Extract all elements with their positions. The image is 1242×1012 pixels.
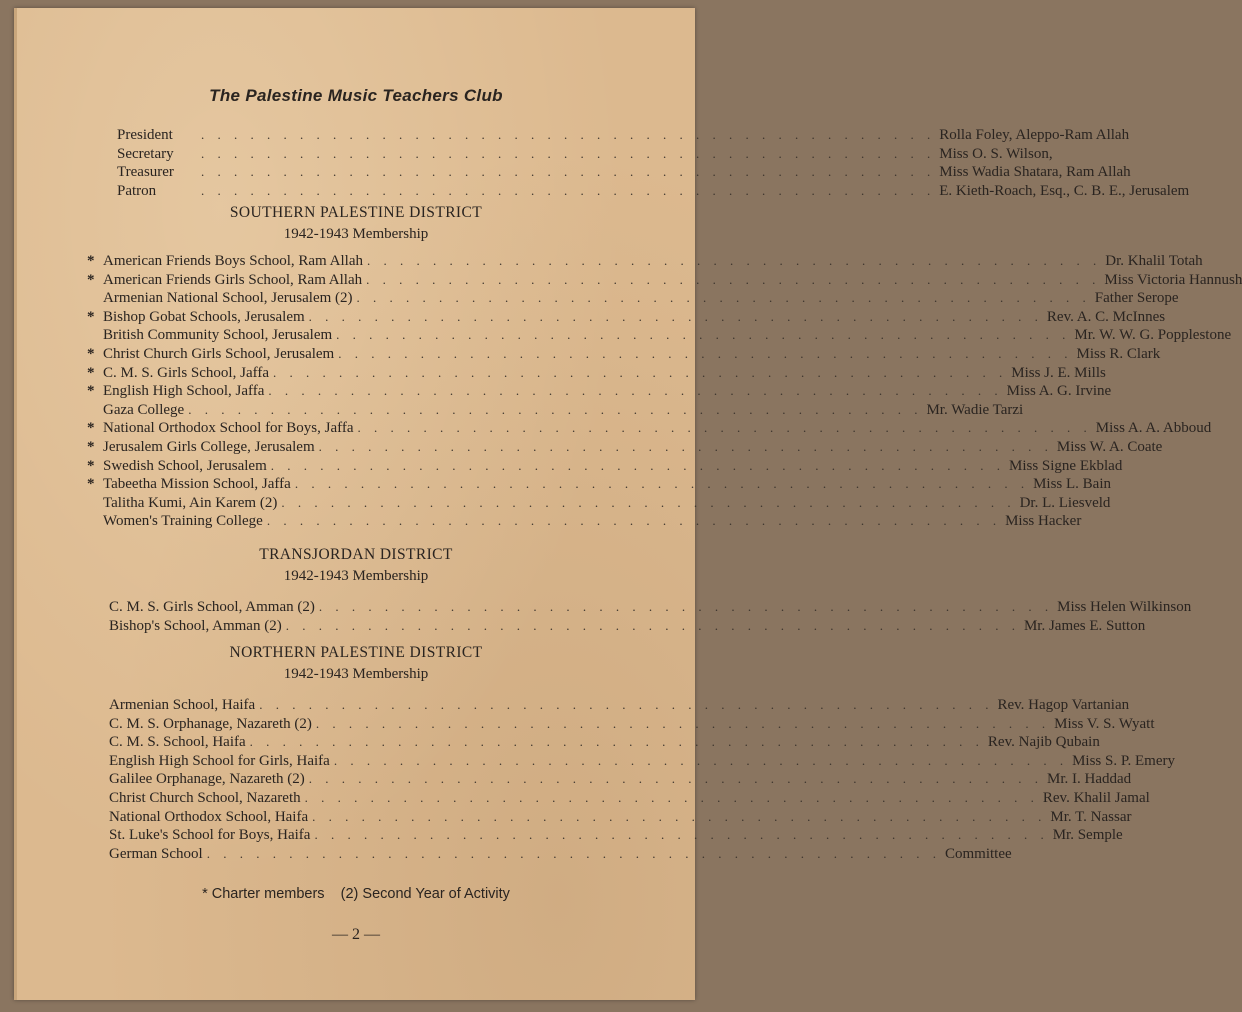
member-row — [109, 845, 1012, 864]
officer-role: Patron — [117, 182, 157, 199]
transjordan-membership-year: 1942-1943 Membership — [283, 568, 429, 584]
dot-leader: . . . . . . . . . . . . . . . . . . . . . . . . . . . . . . . . . . . . . . . . . . . . . — [285, 617, 1020, 633]
dot-leader: . . . . . . . . . . . . . . . . . . . . . . . . . . . . . . . . . . . . . . . . . . . . . — [304, 789, 1039, 805]
officer-role: President — [117, 127, 173, 143]
school-name: English High School, Jaffa — [103, 383, 265, 400]
school-name: Armenian School, Haifa — [109, 697, 256, 713]
contact-person: Mr. Semple — [1052, 827, 1123, 844]
charter-mark: * — [87, 253, 95, 269]
dot-leader: . . . . . . . . . . . . . . . . . . . . . . . . . . . . . . . . . . . . . . . . . . . . . — [338, 345, 1073, 361]
contact-person: Rev. Najib Qubain — [987, 734, 1100, 751]
dot-leader: . . . . . . . . . . . . . . . . . . . . . . . . . . . . . . . . . . . . . . . . . . . . . — [315, 715, 1051, 731]
southern-member-list — [87, 252, 1242, 531]
contact-person: Miss J. E. Mills — [1011, 364, 1106, 381]
legend-footnote: * Charter members (2) Second Year of Activity — [202, 886, 510, 902]
dot-leader: . . . . . . . . . . . . . . . . . . . . . . . . . . . . . . . . . . . . . . . . . . . . . — [312, 808, 1047, 824]
contact-person: Rev. Hagop Vartanian — [997, 697, 1130, 713]
contact-person: Committee — [944, 845, 1012, 862]
officer-name: Miss O. S. Wilson, — [939, 145, 1053, 162]
member-row — [87, 419, 1212, 438]
officer-role: Treasurer — [117, 164, 174, 181]
member-row — [109, 808, 1132, 827]
dot-leader: . . . . . . . . . . . . . . . . . . . . . . . . . . . . . . . . . . . . . . . . . . . . . — [249, 734, 984, 750]
contact-person: Miss Signe Ekblad — [1008, 457, 1123, 474]
dot-leader: . . . . . . . . . . . . . . . . . . . . . . . . . . . . . . . . . . . . . . . . . . . . . — [270, 457, 1005, 473]
contact-person: Dr. Khalil Totah — [1105, 253, 1203, 269]
transjordan-district-heading: TRANSJORDAN DISTRICT — [259, 546, 453, 563]
northern-district-heading: NORTHERN PALESTINE DISTRICT — [229, 644, 483, 661]
member-row — [87, 289, 1179, 308]
school-name: Tabeetha Mission School, Jaffa — [103, 476, 291, 493]
member-row — [87, 252, 1203, 271]
second-year-note: (2) — [294, 715, 312, 732]
officer-name: Rolla Foley, Aleppo-Ram Allah — [939, 127, 1130, 143]
school-name: National Orthodox School, Haifa — [109, 808, 309, 825]
dot-leader: . . . . . . . . . . . . . . . . . . . . . . . . . . . . . . . . . . . . . . . . . . . . . — [201, 164, 936, 180]
contact-person: Miss R. Clark — [1076, 345, 1161, 362]
contact-person: Miss L. Bain — [1033, 476, 1111, 493]
charter-mark: * — [87, 476, 95, 493]
northern-member-list — [109, 696, 1175, 863]
member-row — [87, 364, 1106, 383]
officer-name: Miss Wadia Shatara, Ram Allah — [939, 164, 1131, 181]
dot-leader: . . . . . . . . . . . . . . . . . . . . . . . . . . . . . . . . . . . . . . . . . . . . . — [336, 327, 1071, 343]
contact-person: Mr. James E. Sutton — [1023, 617, 1146, 634]
dot-leader: . . . . . . . . . . . . . . . . . . . . . . . . . . . . . . . . . . . . . . . . . . . . . — [294, 476, 1030, 492]
dot-leader: . . . . . . . . . . . . . . . . . . . . . . . . . . . . . . . . . . . . . . . . . . . . . — [188, 401, 923, 417]
northern-membership-year: 1942-1943 Membership — [283, 666, 429, 682]
charter-mark: * — [87, 364, 95, 381]
member-row — [87, 438, 1163, 457]
charter-mark: * — [87, 438, 95, 455]
member-row — [87, 401, 1024, 420]
document-page — [14, 8, 1242, 1000]
charter-mark: * — [87, 420, 95, 437]
charter-mark: * — [87, 345, 95, 362]
charter-mark: * — [87, 271, 95, 288]
member-row — [109, 715, 1155, 734]
dot-leader: . . . . . . . . . . . . . . . . . . . . . . . . . . . . . . . . . . . . . . . . . . . . . — [308, 771, 1043, 787]
member-row — [87, 494, 1111, 513]
dot-leader: . . . . . . . . . . . . . . . . . . . . . . . . . . . . . . . . . . . . . . . . . . . . . — [366, 271, 1101, 287]
member-row — [109, 733, 1100, 752]
contact-person: Miss A. G. Irvine — [1006, 383, 1112, 400]
school-name: Armenian National School, Jerusalem — [103, 290, 332, 307]
officers-list — [117, 126, 1190, 200]
member-row — [87, 382, 1112, 401]
second-year-note: (2) — [335, 290, 353, 307]
officer-row — [117, 145, 1053, 164]
dot-leader: . . . . . . . . . . . . . . . . . . . . . . . . . . . . . . . . . . . . . . . . . . . . . — [357, 420, 1092, 436]
school-name: Christ Church School, Nazareth — [109, 789, 301, 806]
school-name: C. M. S. Orphanage, Nazareth — [109, 715, 291, 732]
school-name: Bishop Gobat Schools, Jerusalem — [103, 308, 305, 325]
dot-leader: . . . . . . . . . . . . . . . . . . . . . . . . . . . . . . . . . . . . . . . . . . . . . — [308, 308, 1043, 324]
dot-leader: . . . . . . . . . . . . . . . . . . . . . . . . . . . . . . . . . . . . . . . . . . . . . — [201, 182, 936, 198]
page-number: — 2 — — [332, 926, 380, 943]
dot-leader: . . . . . . . . . . . . . . . . . . . . . . . . . . . . . . . . . . . . . . . . . . . . . — [268, 383, 1003, 399]
contact-person: Mr. T. Nassar — [1050, 808, 1132, 825]
dot-leader: . . . . . . . . . . . . . . . . . . . . . . . . . . . . . . . . . . . . . . . . . . . . . — [259, 697, 994, 712]
school-name: American Friends Boys School, Ram Allah — [103, 253, 363, 269]
member-row — [109, 789, 1150, 808]
officer-row — [117, 163, 1131, 182]
school-name: Galilee Orphanage, Nazareth — [109, 771, 284, 788]
contact-person: Dr. L. Liesveld — [1019, 494, 1111, 511]
member-row — [87, 271, 1242, 290]
contact-person: Mr. I. Haddad — [1047, 771, 1132, 788]
officer-row — [117, 182, 1190, 201]
contact-person: Miss Victoria Hannush — [1104, 271, 1242, 288]
contact-person: Mr. Wadie Tarzi — [926, 401, 1024, 418]
contact-person: Rev. Khalil Jamal — [1042, 789, 1150, 806]
dot-leader: . . . . . . . . . . . . . . . . . . . . . . . . . . . . . . . . . . . . . . . . . . . . . — [318, 599, 1054, 614]
member-row — [109, 617, 1146, 636]
page-title: The Palestine Music Teachers Club — [209, 86, 503, 105]
school-name: Women's Training College — [103, 513, 263, 530]
dot-leader: . . . . . . . . . . . . . . . . . . . . . . . . . . . . . . . . . . . . . . . . . . . . . — [266, 513, 1002, 529]
dot-leader: . . . . . . . . . . . . . . . . . . . . . . . . . . . . . . . . . . . . . . . . . . . . . — [201, 127, 936, 142]
member-row — [87, 326, 1232, 345]
dot-leader: . . . . . . . . . . . . . . . . . . . . . . . . . . . . . . . . . . . . . . . . . . . . . — [206, 845, 941, 861]
school-name: National Orthodox School for Boys, Jaffa — [103, 420, 354, 437]
member-row — [109, 598, 1192, 617]
member-row — [109, 826, 1123, 845]
contact-person: Miss V. S. Wyatt — [1054, 715, 1155, 732]
member-row — [87, 475, 1111, 494]
officer-role: Secretary — [117, 145, 174, 162]
contact-person: Miss S. P. Emery — [1072, 752, 1175, 769]
dot-leader: . . . . . . . . . . . . . . . . . . . . . . . . . . . . . . . . . . . . . . . . . . . . . — [201, 145, 936, 161]
member-row — [87, 512, 1082, 531]
school-name: Bishop's School, Amman — [109, 617, 261, 634]
member-row — [87, 345, 1161, 364]
school-name: C. M. S. Girls School, Jaffa — [103, 364, 269, 381]
contact-person: Miss Helen Wilkinson — [1057, 599, 1192, 615]
school-name: C. M. S. Girls School, Amman — [109, 599, 294, 615]
school-name: Jerusalem Girls College, Jerusalem — [103, 438, 315, 455]
dot-leader: . . . . . . . . . . . . . . . . . . . . . . . . . . . . . . . . . . . . . . . . . . . . . — [314, 827, 1049, 843]
member-row — [109, 752, 1175, 771]
dot-leader: . . . . . . . . . . . . . . . . . . . . . . . . . . . . . . . . . . . . . . . . . . . . . — [356, 290, 1091, 306]
school-name: American Friends Girls School, Ram Allah — [103, 271, 363, 288]
school-name: St. Luke's School for Boys, Haifa — [109, 827, 311, 844]
transjordan-member-list — [109, 598, 1192, 635]
dot-leader: . . . . . . . . . . . . . . . . . . . . . . . . . . . . . . . . . . . . . . . . . . . . . — [366, 253, 1102, 268]
contact-person: Miss W. A. Coate — [1056, 438, 1163, 455]
second-year-note: (2) — [264, 617, 282, 634]
school-name: English High School for Girls, Haifa — [109, 752, 330, 769]
dot-leader: . . . . . . . . . . . . . . . . . . . . . . . . . . . . . . . . . . . . . . . . . . . . . — [318, 438, 1053, 454]
officer-row — [117, 126, 1130, 145]
school-name: Talitha Kumi, Ain Karem — [103, 494, 257, 511]
charter-mark: * — [87, 457, 95, 474]
member-row — [109, 770, 1132, 789]
contact-person: Mr. W. W. G. Popplestone — [1074, 327, 1232, 344]
contact-person: Miss A. A. Abboud — [1095, 420, 1212, 437]
school-name: German School — [109, 845, 203, 862]
contact-person: Miss Hacker — [1005, 513, 1082, 530]
officer-name: E. Kieth-Roach, Esq., C. B. E., Jerusalem — [939, 182, 1190, 199]
school-name: Gaza College — [103, 401, 185, 418]
member-row — [109, 696, 1130, 715]
member-row — [87, 457, 1123, 476]
southern-membership-year: 1942-1943 Membership — [283, 226, 429, 242]
contact-person: Father Serope — [1094, 290, 1179, 307]
school-name: C. M. S. School, Haifa — [109, 734, 246, 751]
school-name: British Community School, Jerusalem — [103, 327, 333, 344]
second-year-note: (2) — [297, 599, 315, 615]
second-year-note: (2) — [259, 494, 278, 511]
charter-mark: * — [87, 308, 95, 325]
school-name: Christ Church Girls School, Jerusalem — [103, 345, 335, 362]
charter-mark: * — [87, 383, 95, 400]
contact-person: Rev. A. C. McInnes — [1046, 308, 1166, 325]
southern-district-heading: SOUTHERN PALESTINE DISTRICT — [229, 204, 483, 221]
second-year-note: (2) — [287, 771, 305, 788]
dot-leader: . . . . . . . . . . . . . . . . . . . . . . . . . . . . . . . . . . . . . . . . . . . . . — [272, 364, 1008, 380]
member-row — [87, 308, 1166, 327]
dot-leader: . . . . . . . . . . . . . . . . . . . . . . . . . . . . . . . . . . . . . . . . . . . . . — [281, 494, 1016, 510]
dot-leader: . . . . . . . . . . . . . . . . . . . . . . . . . . . . . . . . . . . . . . . . . . . . . — [333, 752, 1069, 768]
school-name: Swedish School, Jerusalem — [103, 457, 267, 474]
